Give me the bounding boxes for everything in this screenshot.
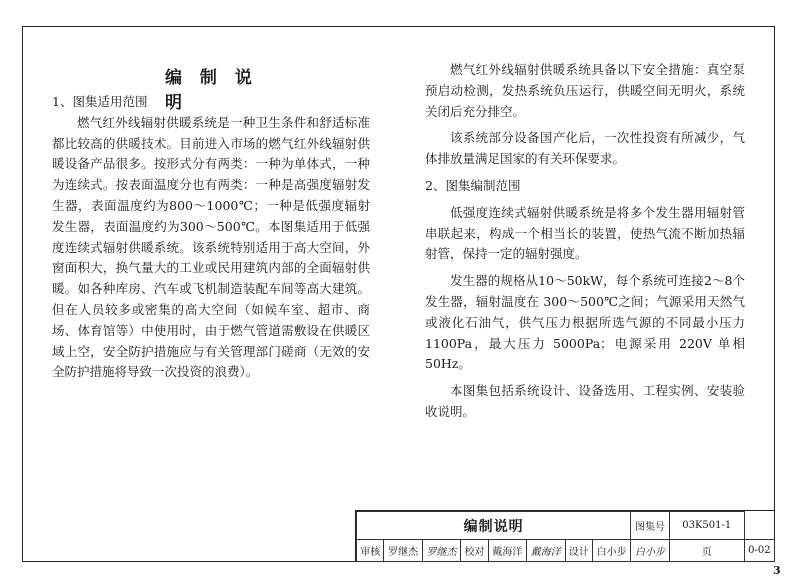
safety-paragraph: 燃气红外线辐射供暖系统具备以下安全措施：真空泵预启动检测，发热系统负压运行，供暖空间无明火，系统关闭后充分排空。: [425, 62, 745, 119]
sheet-number: 3: [773, 564, 781, 577]
contents-paragraph: 本图集包括系统设计、设备选用、工程实例、安装验收说明。: [425, 383, 745, 419]
check-label: 校对: [461, 540, 488, 562]
section-1-heading: 1、图集适用范围: [52, 94, 148, 109]
page-title: 编 制 说 明: [165, 68, 258, 113]
checker-signature: 戴海洋: [527, 540, 565, 562]
section-1-paragraph: 燃气红外线辐射供暖系统是一种卫生条件和舒适标准都比较高的供暖技术。目前进入市场的燃气红外线辐射供暖设备产品很多。按形式分有两类：一种为单体式，一种为连续式。按表面温度分也有两类：一种是高强度辐射发生器，表面温度约为800～1000℃；一种是低强度辐射发生器，表面温度约为300～500℃。本图集适用于低强度连续式辐射供暖系统。该系统特别适用于高大空间，外窗面积大，换气量大的工业或民用建筑内部的全面辐射供暖。如各种库房、汽车或飞机制造装配车间等高大建筑。但在人员较多或密集的高大空间（如候车室、超市、商场、体育馆等）中使用时，由于燃气管道需敷设在供暖区域上空，安全防护措施应与有关管理部门磋商（无效的安全防护措施将导致一次投资的浪费）。: [52, 114, 370, 380]
left-column: [52, 92, 370, 383]
title-block: [355, 510, 775, 562]
designer-name: 白小步: [592, 540, 630, 562]
reviewer-signature: 罗继杰: [422, 540, 460, 562]
reviewer-name: 罗继杰: [384, 540, 422, 562]
atlas-number: 03K501-1: [669, 512, 744, 540]
page-label: 页: [669, 540, 744, 562]
design-label: 设计: [565, 540, 592, 562]
spec-paragraph: 发生器的规格从10～50kW，每个系统可连接2～8个发生器，辐射温度在 300～500℃之间；气源采用天然气或液化石油气，供气压力根据所选气源的不同最小压力 1100Pa，最大压力 5000Pa；电源采用 220V 单相 50Hz。: [425, 273, 745, 372]
section-2-heading: 2、图集编制范围: [425, 177, 521, 193]
right-column: [425, 60, 745, 423]
page-number: 0-02: [744, 540, 774, 562]
title-block-name: 编制说明: [357, 512, 631, 540]
designer-signature: 白小步: [631, 540, 669, 562]
system-paragraph: 低强度连续式辐射供暖系统是将多个发生器用辐射管串联起来，构成一个相当长的装置，使热气流不断加热辐射管，保持一定的辐射强度。: [425, 204, 745, 262]
review-label: 审核: [357, 540, 384, 562]
checker-name: 戴海洋: [488, 540, 526, 562]
atlas-label: 图集号: [631, 512, 669, 540]
localization-paragraph: 该系统部分设备国产化后，一次性投资有所减少，气体排放量满足国家的有关环保要求。: [425, 130, 745, 167]
